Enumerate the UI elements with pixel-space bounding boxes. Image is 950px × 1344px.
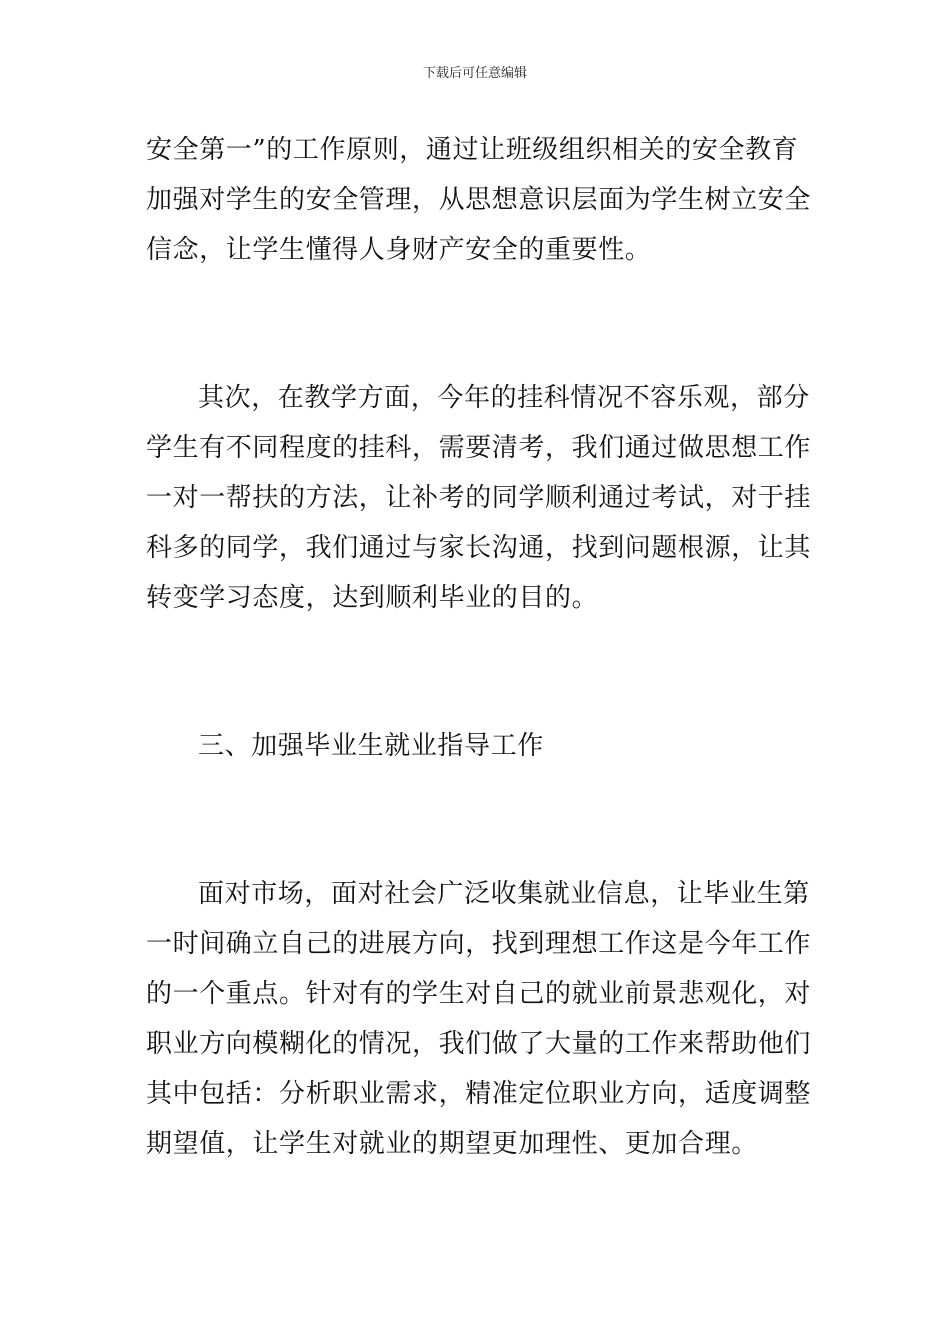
paragraph-1-line-1: 安全第一”的工作原则，通过让班级组织相关的安全教育 [146, 135, 799, 165]
paragraph-2-line-2: 学生有不同程度的挂科，需要清考，我们通过做思想工作 [146, 433, 812, 463]
page-header-note: 下载后可任意编辑 [422, 66, 527, 81]
paragraph-3-line-5: 其中包括：分析职业需求，精准定位职业方向，适度调整 [146, 1079, 812, 1109]
paragraph-2-line-1: 其次，在教学方面，今年的挂科情况不容乐观，部分 [198, 383, 810, 413]
paragraph-2-line-5: 转变学习态度，达到顺利毕业的目的。 [146, 583, 599, 613]
section-heading: 三、加强毕业生就业指导工作 [198, 731, 544, 761]
paragraph-3-line-6: 期望值，让学生对就业的期望更加理性、更加合理。 [146, 1129, 758, 1159]
paragraph-1-line-2: 加强对学生的安全管理，从思想意识层面为学生树立安全 [146, 185, 812, 215]
paragraph-3-line-2: 一时间确立自己的进展方向，找到理想工作这是今年工作 [146, 929, 812, 959]
paragraph-3-line-1: 面对市场，面对社会广泛收集就业信息，让毕业生第 [198, 879, 810, 909]
paragraph-3-line-4: 职业方向模糊化的情况，我们做了大量的工作来帮助他们 [146, 1029, 812, 1059]
paragraph-2-line-3: 一对一帮扶的方法，让补考的同学顺利通过考试，对于挂 [146, 483, 812, 513]
paragraph-3-line-3: 的一个重点。针对有的学生对自己的就业前景悲观化，对 [146, 979, 812, 1009]
paragraph-1-line-3: 信念，让学生懂得人身财产安全的重要性。 [146, 235, 652, 265]
paragraph-2-line-4: 科多的同学，我们通过与家长沟通，找到问题根源，让其 [146, 533, 812, 563]
